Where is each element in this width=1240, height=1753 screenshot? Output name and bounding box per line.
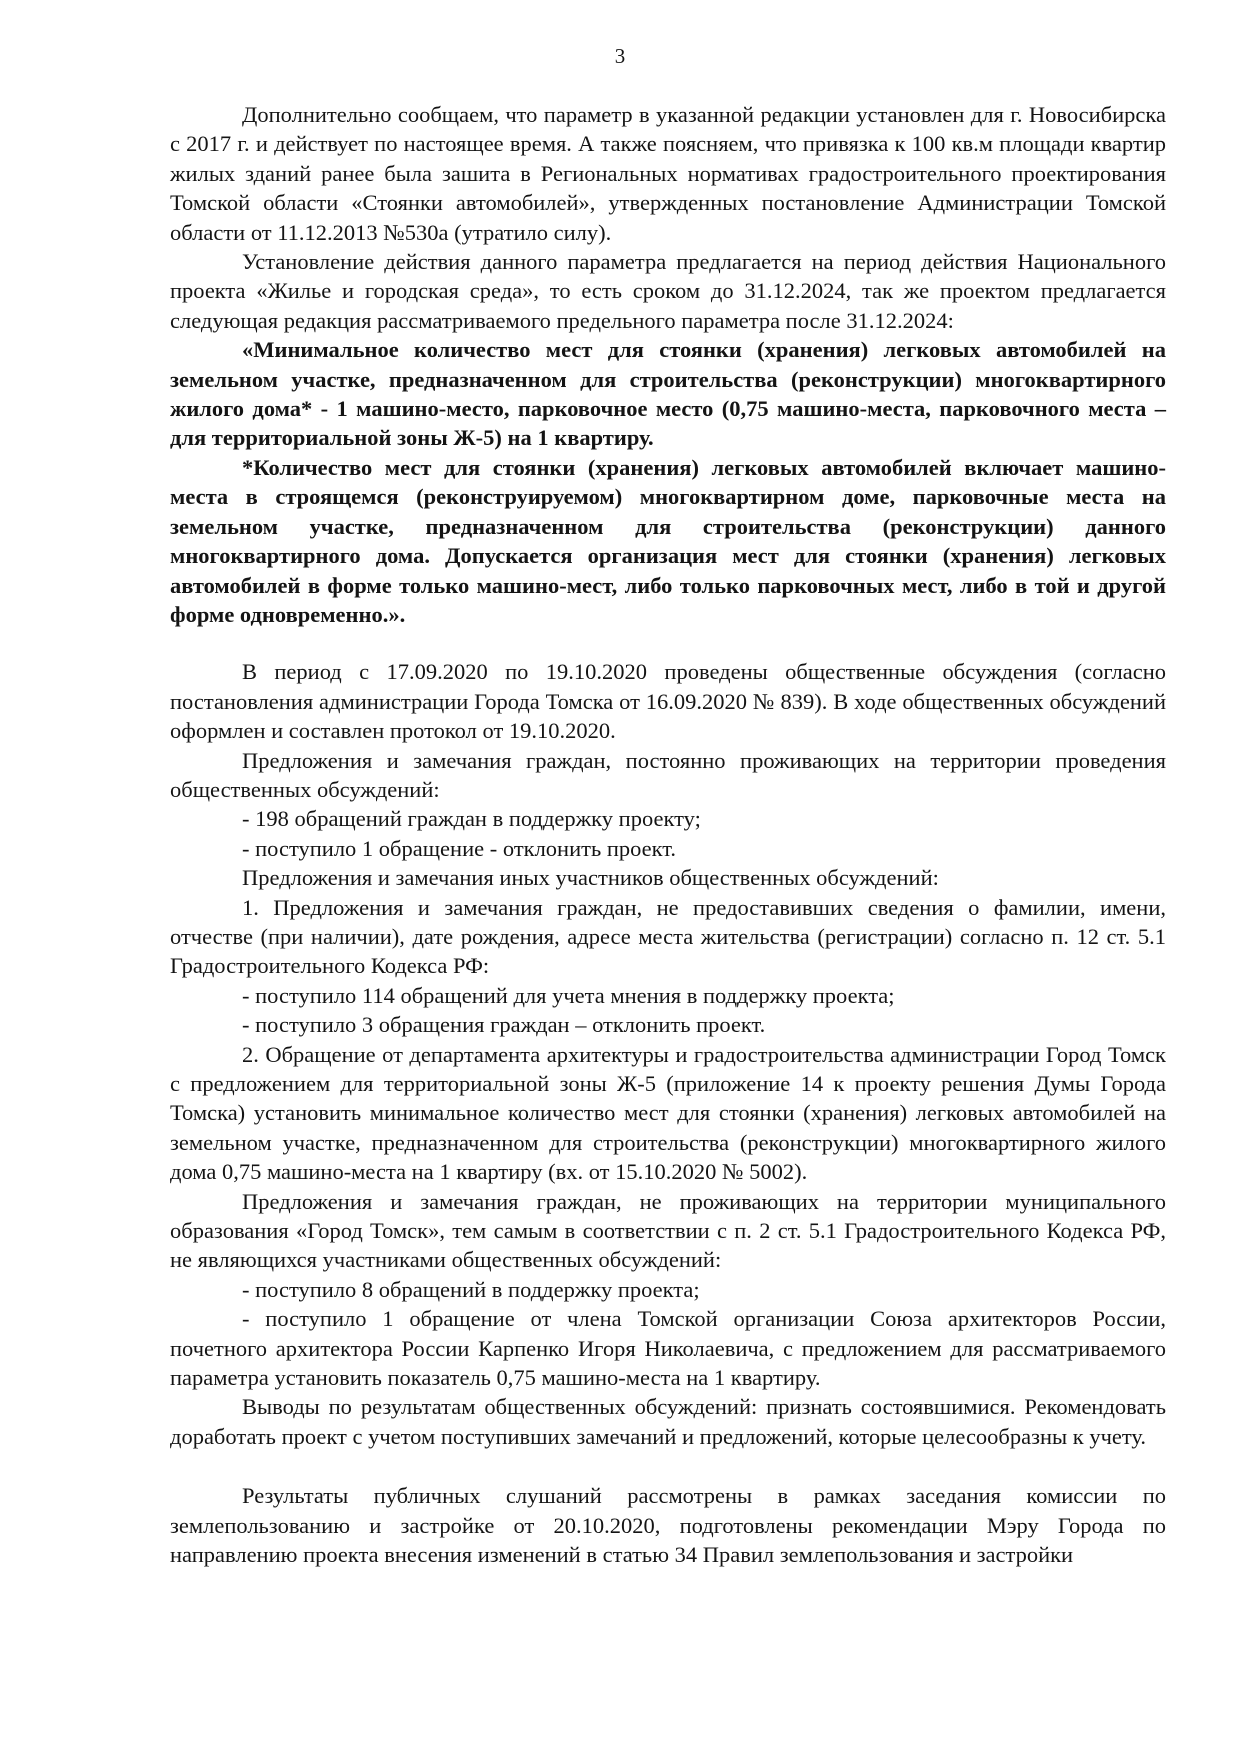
document-body bbox=[170, 100, 1166, 1570]
list-item: - поступило 8 обращений в поддержку проекта; bbox=[242, 1276, 700, 1302]
paragraph-anonymous-citizens: 1. Предложения и замечания граждан, не предоставивших сведения о фамилии, имени, отчестве (при наличии), дате рождения, адресе места жительства (регистрации) согласно п. 12 ст. 5.1 Градостроительного Кодекса РФ: bbox=[170, 894, 1166, 979]
bold-quote-min-parking: «Минимальное количество мест для стоянки (хранения) легковых автомобилей на земельном участке, предназначенном для строительства (реконструкции) многоквартирного жилого дома* - 1 машино-место, парковочное место (0,75 машино-места, парковочного места – для территориальной зоны Ж-5) на 1 квартиру. bbox=[170, 337, 1166, 451]
list-item: - поступило 3 обращения граждан – отклонить проект. bbox=[242, 1012, 766, 1038]
bold-quote-footnote: *Количество мест для стоянки (хранения) легковых автомобилей включает машино-места в строящемся (реконструируемом) многоквартирном доме, парковочные места на земельном участке, предназначенном для строительства (реконструкции) данного многоквартирного дома. Допускается организация мест для стоянки (хранения) легковых автомобилей в форме только машино-мест, либо только парковочных мест, либо в той и другой форме одновременно.». bbox=[170, 454, 1166, 627]
page-number: 3 bbox=[614, 44, 626, 68]
paragraph-novosibirsk-note: Дополнительно сообщаем, что параметр в указанной редакции установлен для г. Новосибирска с 2017 г. и действует по настоящее время. А также поясняем, что привязка к 100 кв.м площади квартир жилых зданий ранее была зашита в Региональных нормативах градостроительного проектирования Томской области «Стоянки автомобилей», утвержденных постановление Администрации Томской области от 11.12.2013 №530а (утратило силу). bbox=[170, 102, 1166, 245]
list-item: - поступило 114 обращений для учета мнения в поддержку проекта; bbox=[242, 982, 895, 1008]
paragraph-public-discussions: В период с 17.09.2020 по 19.10.2020 проведены общественные обсуждения (согласно постановления администрации Города Томска от 16.09.2020 № 839). В ходе общественных обсуждений оформлен и составлен протокол от 19.10.2020. bbox=[170, 659, 1166, 744]
paragraph-hearing-results: Результаты публичных слушаний рассмотрены в рамках заседания комиссии по землепользованию и застройке от 20.10.2020, подготовлены рекомендации Мэру Города по направлению проекта внесения изменений в статью 34 Правил землепользования и застройки bbox=[170, 1483, 1166, 1568]
list-item: - 198 обращений граждан в поддержку проекту; bbox=[242, 806, 701, 832]
paragraph-spacer bbox=[170, 1451, 1166, 1481]
paragraph-other-participants: Предложения и замечания иных участников общественных обсуждений: bbox=[242, 865, 939, 891]
list-item: - поступило 1 обращение - отклонить проект. bbox=[242, 835, 677, 861]
list-item: - поступило 1 обращение от члена Томской организации Союза архитекторов России, почетного архитектора России Карпенко Игоря Николаевича, с предложением для рассматриваемого параметра установить показатель 0,75 машино-места на 1 квартиру. bbox=[170, 1306, 1166, 1391]
paragraph-non-residents: Предложения и замечания граждан, не проживающих на территории муниципального образования «Город Томск», тем самым в соответствии с п. 2 ст. 5.1 Градостроительного Кодекса РФ, не являющихся участниками общественных обсуждений: bbox=[170, 1188, 1166, 1273]
paragraph-conclusions: Выводы по результатам общественных обсуждений: признать состоявшимися. Рекомендовать доработать проект с учетом поступивших замечаний и предложений, которые целесообразны к учету. bbox=[170, 1394, 1166, 1449]
paragraph-department-appeal: 2. Обращение от департамента архитектуры и градостроительства администрации Город Томск с предложением для территориальной зоны Ж-5 (приложение 14 к проекту решения Думы Города Томска) установить минимальное количество мест для стоянки (хранения) легковых автомобилей на земельном участке, предназначенном для строительства (реконструкции) многоквартирного жилого дома 0,75 машино-места на 1 квартиру (вх. от 15.10.2020 № 5002). bbox=[170, 1041, 1166, 1185]
paragraph-spacer bbox=[170, 629, 1166, 657]
paragraph-validity-period: Установление действия данного параметра предлагается на период действия Национального проекта «Жилье и городская среда», то есть сроком до 31.12.2024, так же проектом предлагается следующая редакция рассматриваемого предельного параметра после 31.12.2024: bbox=[170, 249, 1166, 333]
paragraph-residents-proposals: Предложения и замечания граждан, постоянно проживающих на территории проведения общественных обсуждений: bbox=[170, 747, 1166, 802]
